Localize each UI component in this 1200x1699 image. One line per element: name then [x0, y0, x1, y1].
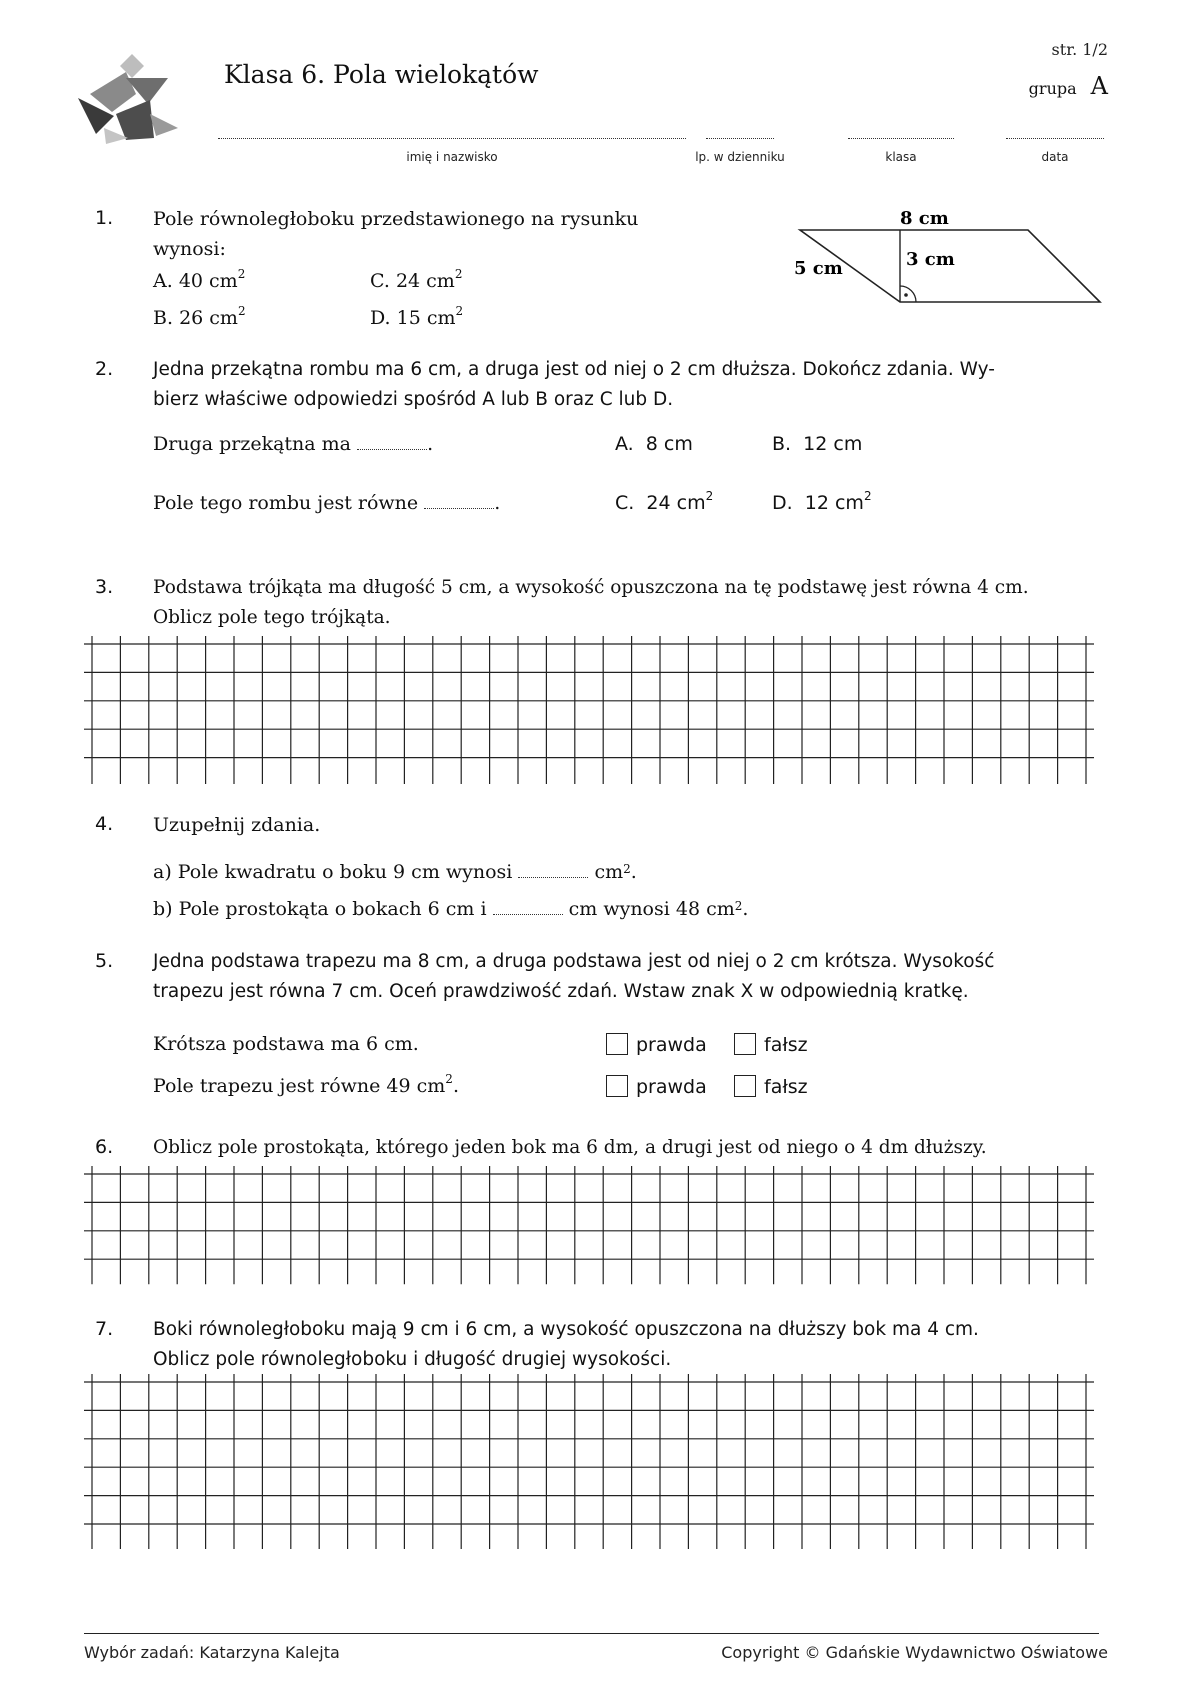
- name-field-line[interactable]: [218, 138, 686, 139]
- task-6-answer-grid[interactable]: [84, 1166, 1100, 1286]
- task-1-option-b[interactable]: B. 26 $cm^2$: [153, 304, 246, 329]
- page-title: Klasa 6. Pola wielokątów: [224, 60, 539, 89]
- task-5-statement-1-true[interactable]: prawda: [606, 1033, 707, 1056]
- task-4a-blank[interactable]: [518, 863, 588, 878]
- task-7-answer-grid[interactable]: [84, 1374, 1100, 1550]
- task-3-text: [153, 573, 1113, 633]
- task-5-statement-1: Krótsza podstawa ma 6 cm.: [153, 1033, 419, 1055]
- date-field-line[interactable]: [1006, 138, 1104, 139]
- group-indicator: [1029, 72, 1108, 100]
- group-value: A: [1090, 72, 1108, 100]
- task-2-number: 2.: [95, 358, 114, 380]
- task-2-option-c[interactable]: C. 24 $cm^2$: [615, 489, 714, 514]
- task-7-line-2: Oblicz pole równoległoboku i długość drugiej wysokości.: [153, 1349, 672, 1370]
- task-2-line-2: bierz właściwe odpowiedzi spośród A lub B oraz C lub D.: [153, 389, 674, 410]
- checkbox-false-1[interactable]: [734, 1033, 756, 1055]
- task-3-line-2: Oblicz pole tego trójkąta.: [153, 607, 391, 628]
- footer-author: Wybór zadań: Katarzyna Kalejta: [84, 1643, 340, 1662]
- class-field-line[interactable]: [848, 138, 954, 139]
- group-label: grupa: [1028, 79, 1077, 98]
- task-2-row-1-sentence: Druga przekątna ma .: [153, 433, 434, 455]
- task-1-line-2: wynosi:: [153, 238, 226, 260]
- task-4-sentence-a: a) Pole kwadratu o boku 9 cm wynosi $cm^2$.: [153, 861, 637, 883]
- task-1-option-a[interactable]: A. 40 $cm^2$: [153, 267, 246, 292]
- task-3-line-1: Podstawa trójkąta ma długość 5 cm, a wysokość opuszczona na tę podstawę jest równa 4 cm.: [153, 577, 1029, 598]
- task-1-line-1: Pole równoległoboku przedstawionego na rysunku: [153, 208, 639, 230]
- task-2-option-a[interactable]: A. 8 cm: [615, 433, 693, 455]
- checkbox-false-2[interactable]: [734, 1075, 756, 1097]
- checkbox-true-2[interactable]: [606, 1075, 628, 1097]
- name-field-label: imię i nazwisko: [406, 150, 498, 164]
- task-5-line-2: trapezu jest równa 7 cm. Oceń prawdziwość zdań. Wstaw znak X w odpowiednią kratkę.: [153, 981, 969, 1002]
- task-2-option-d[interactable]: D. 12 $cm^2$: [772, 489, 872, 514]
- task-2-row-2-blank[interactable]: [424, 494, 494, 509]
- task-7-line-1: Boki równoległoboku mają 9 cm i 6 cm, a wysokość opuszczona na dłuższy bok ma 4 cm.: [153, 1319, 979, 1340]
- task-1-text: [153, 204, 638, 264]
- task-4b-blank[interactable]: [493, 900, 563, 915]
- register-number-field-label: lp. w dzienniku: [695, 150, 785, 164]
- date-field-label: data: [1041, 150, 1069, 164]
- figure-height-label: 3 cm: [906, 249, 955, 270]
- task-2-line-1: Jedna przekątna rombu ma 6 cm, a druga jest od niej o 2 cm dłuższa. Dokończ zdania. Wy-: [153, 359, 995, 380]
- task-2-option-b[interactable]: B. 12 cm: [772, 433, 863, 455]
- task-2-row-2-sentence: Pole tego rombu jest równe .: [153, 492, 501, 514]
- task-1-option-d[interactable]: D. 15 $cm^2$: [370, 304, 464, 329]
- task-5-statement-1-false[interactable]: fałsz: [734, 1033, 808, 1056]
- task-3-answer-grid[interactable]: [84, 636, 1100, 784]
- task-6-number: 6.: [95, 1136, 114, 1158]
- task-1-option-c[interactable]: C. 24 $cm^2$: [370, 267, 463, 292]
- task-4-number: 4.: [95, 813, 114, 835]
- task-3-number: 3.: [95, 576, 114, 598]
- task-5-statement-2-false[interactable]: fałsz: [734, 1075, 808, 1098]
- checkbox-true-1[interactable]: [606, 1033, 628, 1055]
- task-5-statement-2: Pole trapezu jest równe 49 $cm^2$.: [153, 1072, 459, 1097]
- task-7-number: 7.: [95, 1318, 114, 1340]
- task-7-text: [153, 1315, 1113, 1375]
- task-6-text: Oblicz pole prostokąta, którego jeden bok ma 6 dm, a drugi jest od niego o 4 dm dłuższy.: [153, 1137, 987, 1158]
- register-number-field-line[interactable]: [706, 138, 774, 139]
- figure-side-label: 5 cm: [794, 258, 843, 279]
- task-5-statement-2-true[interactable]: prawda: [606, 1075, 707, 1098]
- task-5-number: 5.: [95, 950, 114, 972]
- task-4-title: Uzupełnij zdania.: [153, 814, 321, 836]
- task-1-number: 1.: [95, 207, 114, 229]
- publisher-logo-icon: [76, 54, 180, 146]
- task-5-line-1: Jedna podstawa trapezu ma 8 cm, a druga podstawa jest od niej o 2 cm krótsza. Wysokość: [153, 951, 995, 972]
- footer-divider: [84, 1633, 1099, 1634]
- figure-top-label: 8 cm: [900, 208, 949, 229]
- page-number: str. 1/2: [1051, 40, 1108, 59]
- task-2-row-1-blank[interactable]: [357, 435, 427, 450]
- task-5-text: [153, 947, 1113, 1007]
- task-2-text: [153, 355, 1113, 415]
- task-4-sentence-b: b) Pole prostokąta o bokach 6 cm i cm wynosi 48 $cm^2$.: [153, 898, 749, 920]
- footer-copyright: Copyright © Gdańskie Wydawnictwo Oświatowe: [721, 1643, 1108, 1662]
- class-field-label: klasa: [885, 150, 917, 164]
- parallelogram-figure: [790, 200, 1110, 312]
